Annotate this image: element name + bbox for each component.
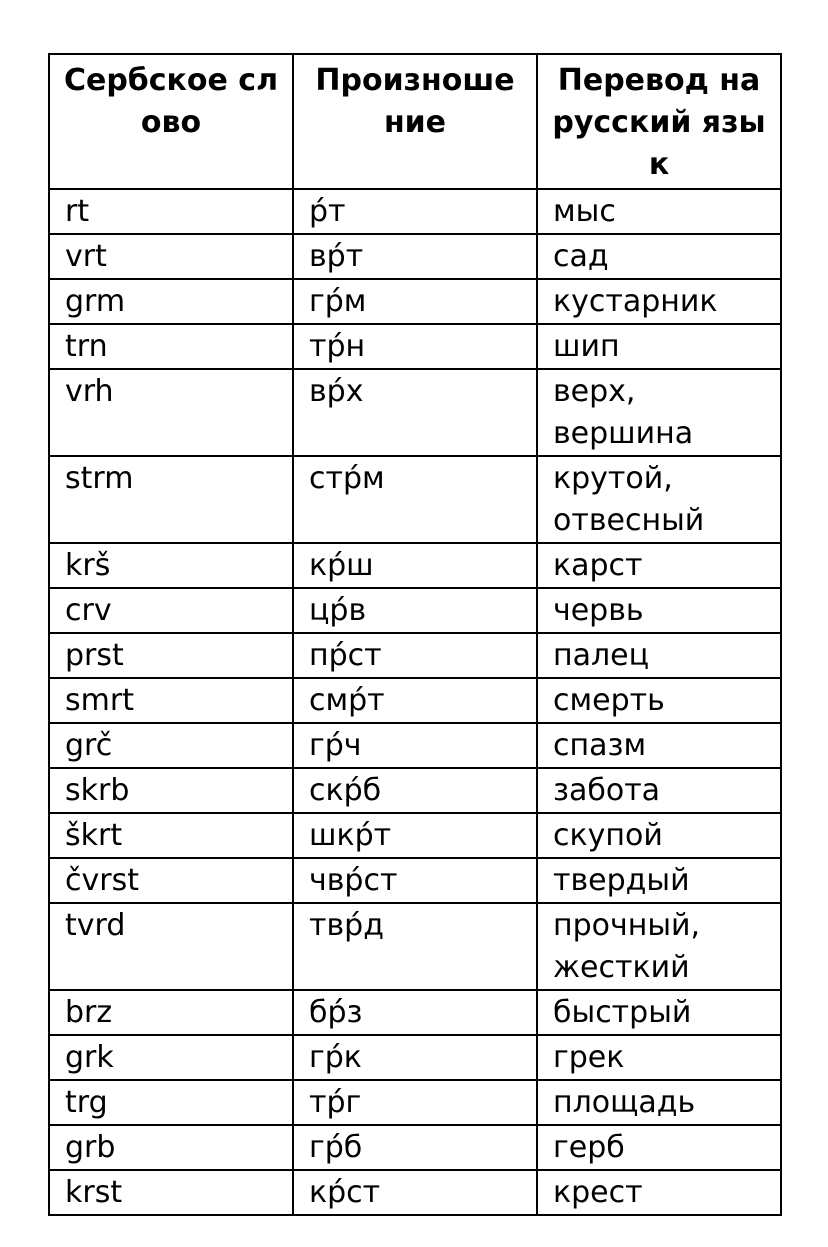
table-row: [49, 723, 781, 768]
table-row: [49, 1125, 781, 1170]
translation-cell: спазм: [537, 723, 781, 768]
translation-cell: быстрый: [537, 990, 781, 1035]
pronunciation-cell: гр́б: [293, 1125, 537, 1170]
translation-cell: скупой: [537, 813, 781, 858]
pronunciation-cell: стр́м: [293, 456, 537, 543]
serbian-word-cell: krš: [49, 543, 293, 588]
table-row: [49, 633, 781, 678]
serbian-word-cell: trn: [49, 324, 293, 369]
header-serbian-word: Сербское слово: [49, 54, 293, 189]
pronunciation-cell: цр́в: [293, 588, 537, 633]
table-row: [49, 324, 781, 369]
table-row: [49, 234, 781, 279]
translation-cell: червь: [537, 588, 781, 633]
serbian-word-cell: grč: [49, 723, 293, 768]
serbian-word-cell: krst: [49, 1170, 293, 1215]
table-row: [49, 990, 781, 1035]
serbian-word-cell: rt: [49, 189, 293, 234]
pronunciation-cell: гр́м: [293, 279, 537, 324]
header-row: [49, 54, 781, 189]
translation-cell: верх, вершина: [537, 369, 781, 456]
table-row: [49, 189, 781, 234]
pronunciation-cell: шкр́т: [293, 813, 537, 858]
header-russian-translation: Перевод на русский язык: [537, 54, 781, 189]
translation-cell: смерть: [537, 678, 781, 723]
pronunciation-cell: кр́ш: [293, 543, 537, 588]
serbian-word-cell: trg: [49, 1080, 293, 1125]
translation-cell: твердый: [537, 858, 781, 903]
serbian-word-cell: škrt: [49, 813, 293, 858]
pronunciation-cell: тр́н: [293, 324, 537, 369]
table-row: [49, 543, 781, 588]
translation-cell: шип: [537, 324, 781, 369]
pronunciation-cell: смр́т: [293, 678, 537, 723]
serbian-word-cell: grm: [49, 279, 293, 324]
table-header: [49, 54, 781, 189]
table-row: [49, 678, 781, 723]
table-body: [49, 189, 781, 1215]
serbian-word-cell: prst: [49, 633, 293, 678]
translation-cell: палец: [537, 633, 781, 678]
table-row: [49, 903, 781, 990]
table-row: [49, 768, 781, 813]
translation-cell: крутой, отвесный: [537, 456, 781, 543]
table-row: [49, 588, 781, 633]
serbian-word-cell: smrt: [49, 678, 293, 723]
pronunciation-cell: чвр́ст: [293, 858, 537, 903]
pronunciation-cell: р́т: [293, 189, 537, 234]
translation-cell: площадь: [537, 1080, 781, 1125]
table-row: [49, 1080, 781, 1125]
serbian-word-cell: strm: [49, 456, 293, 543]
table-row: [49, 1035, 781, 1080]
serbian-word-cell: brz: [49, 990, 293, 1035]
serbian-word-cell: čvrst: [49, 858, 293, 903]
header-pronunciation: Произноше ние: [293, 54, 537, 189]
serbian-word-cell: skrb: [49, 768, 293, 813]
table-row: [49, 813, 781, 858]
pronunciation-cell: гр́ч: [293, 723, 537, 768]
translation-cell: крест: [537, 1170, 781, 1215]
serbian-word-cell: grk: [49, 1035, 293, 1080]
translation-cell: карст: [537, 543, 781, 588]
table-row: [49, 456, 781, 543]
translation-cell: прочный, жесткий: [537, 903, 781, 990]
serbian-word-cell: tvrd: [49, 903, 293, 990]
pronunciation-cell: гр́к: [293, 1035, 537, 1080]
translation-cell: сад: [537, 234, 781, 279]
pronunciation-cell: вр́х: [293, 369, 537, 456]
pronunciation-cell: кр́ст: [293, 1170, 537, 1215]
serbian-word-cell: grb: [49, 1125, 293, 1170]
translation-cell: мыс: [537, 189, 781, 234]
table-row: [49, 1170, 781, 1215]
pronunciation-cell: бр́з: [293, 990, 537, 1035]
translation-cell: кустарник: [537, 279, 781, 324]
table-row: [49, 369, 781, 456]
pronunciation-cell: вр́т: [293, 234, 537, 279]
translation-cell: грек: [537, 1035, 781, 1080]
serbian-word-cell: crv: [49, 588, 293, 633]
vocabulary-table: [48, 53, 782, 1216]
serbian-word-cell: vrh: [49, 369, 293, 456]
serbian-word-cell: vrt: [49, 234, 293, 279]
translation-cell: забота: [537, 768, 781, 813]
table-row: [49, 279, 781, 324]
table-row: [49, 858, 781, 903]
pronunciation-cell: тр́г: [293, 1080, 537, 1125]
pronunciation-cell: пр́ст: [293, 633, 537, 678]
translation-cell: герб: [537, 1125, 781, 1170]
pronunciation-cell: твр́д: [293, 903, 537, 990]
pronunciation-cell: скр́б: [293, 768, 537, 813]
